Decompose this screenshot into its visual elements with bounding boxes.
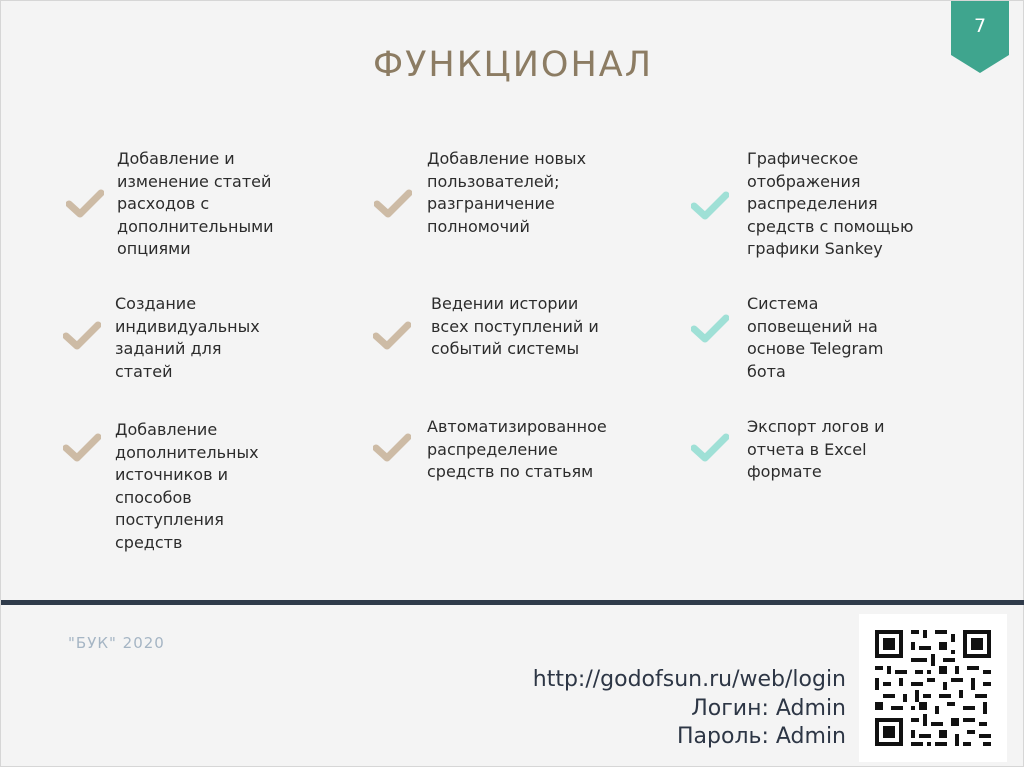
login-line: Логин: Admin	[691, 695, 846, 721]
check-icon	[373, 433, 411, 467]
feature-text: Добавление и изменение статей расходов с дополнительными опциями	[117, 149, 274, 259]
page-number: 7	[973, 15, 987, 37]
footer-divider	[1, 600, 1024, 605]
feature-text: Система оповещений на основе Telegram бота	[747, 294, 884, 381]
check-icon	[691, 191, 729, 225]
password-line: Пароль: Admin	[677, 724, 846, 749]
check-icon	[63, 433, 101, 467]
check-icon	[66, 189, 104, 223]
check-icon	[691, 433, 729, 467]
check-icon	[374, 189, 412, 223]
feature-text: Добавление новых пользователей; разграничение полномочий	[427, 149, 587, 236]
footer-caption: "БУК" 2020	[68, 634, 165, 652]
feature-text: Создание индивидуальных заданий для статей	[115, 294, 260, 381]
login-url-link[interactable]: http://godofsun.ru/web/login	[532, 667, 846, 692]
check-icon	[691, 314, 729, 348]
feature-text: Экспорт логов и отчета в Excel формате	[747, 417, 885, 482]
feature-text: Графическое отображения распределения средств с помощью графики Sankey	[747, 149, 914, 259]
slide-title: ФУНКЦИОНАЛ	[372, 45, 654, 85]
feature-text: Добавление дополнительных источников и способов поступления средств	[115, 420, 259, 552]
feature-text: Автоматизированное распределение средств по статьям	[427, 417, 607, 482]
login-info	[533, 666, 846, 752]
qr-code	[859, 614, 1007, 762]
feature-text: Ведении истории всех поступлений и событий системы	[431, 294, 599, 359]
check-icon	[373, 321, 411, 355]
check-icon	[63, 321, 101, 355]
